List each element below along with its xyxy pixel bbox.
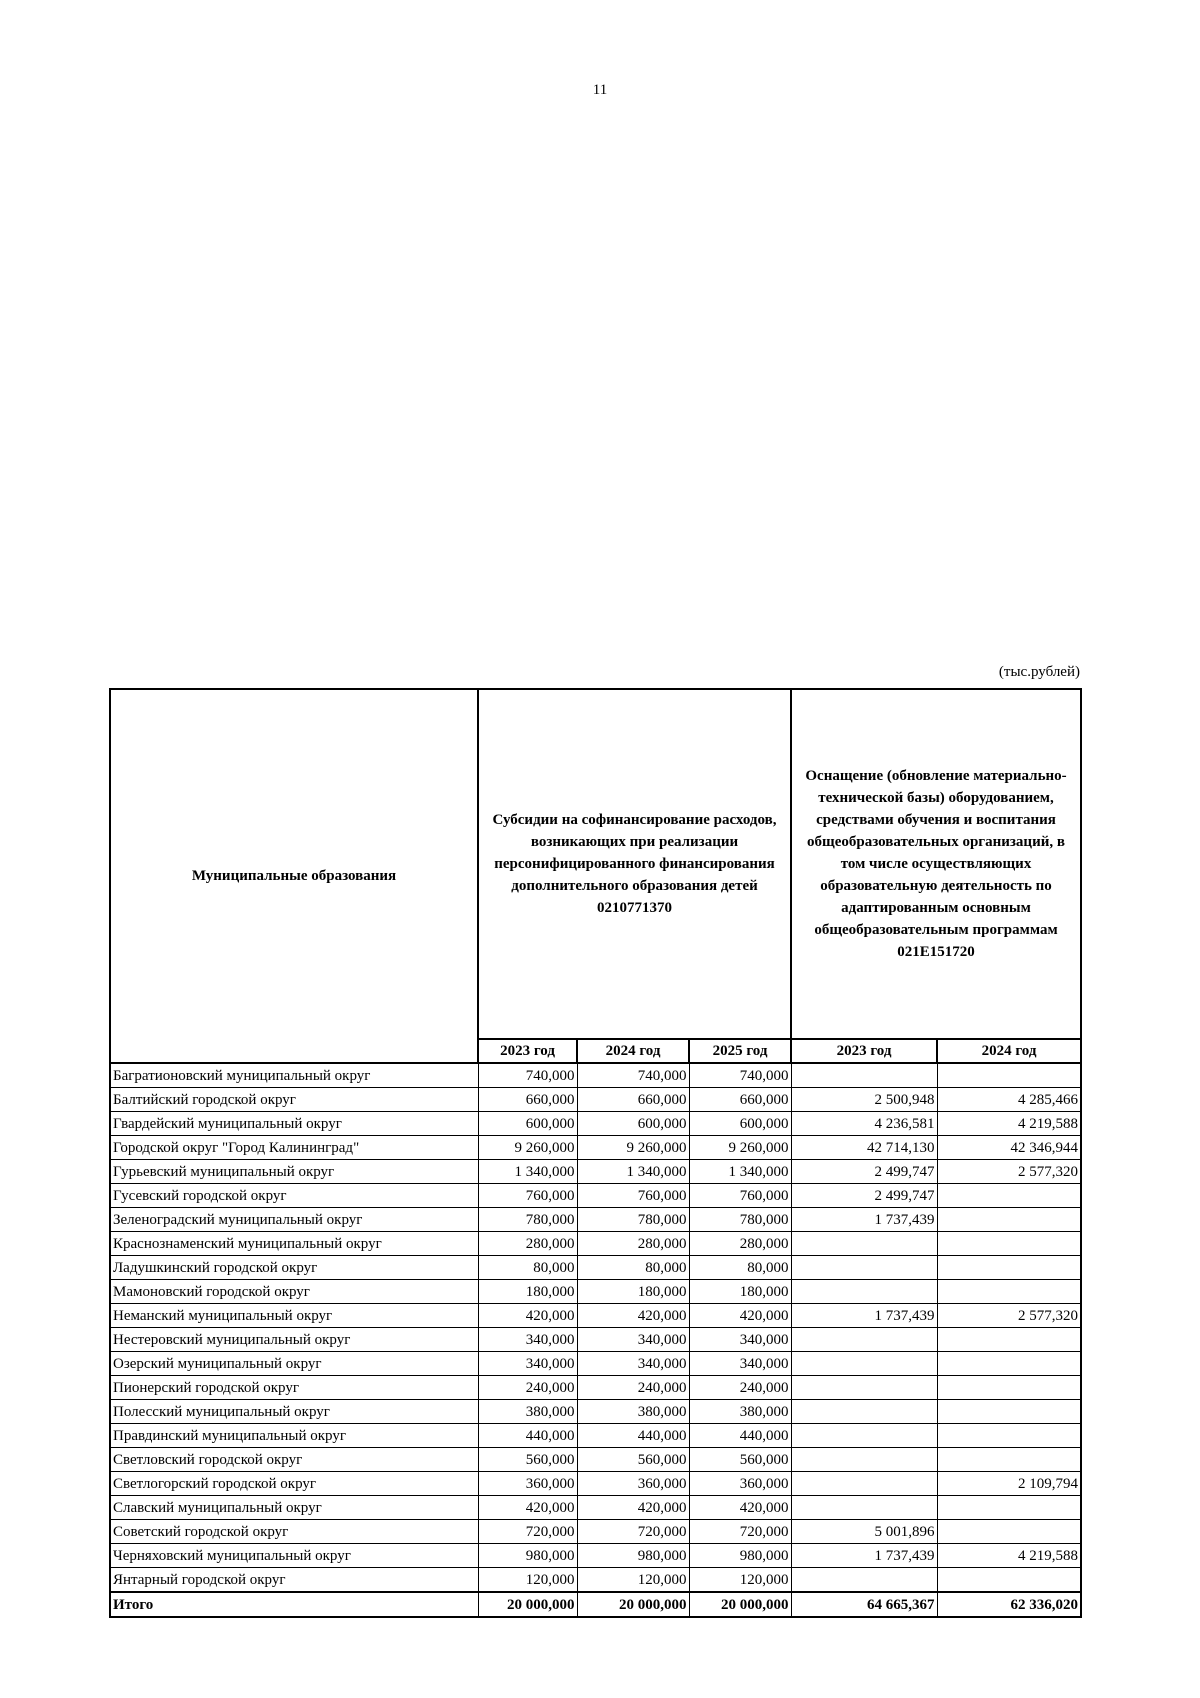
subsidy-2023-cell: 420,000 [478,1304,577,1328]
equipment-2024-cell [937,1400,1081,1424]
subsidy-2023-cell: 980,000 [478,1544,577,1568]
subsidy-2024-cell: 420,000 [577,1496,689,1520]
subsidy-2025-cell: 740,000 [689,1063,791,1088]
subsidy-2025-cell: 560,000 [689,1448,791,1472]
equipment-2024-cell [937,1232,1081,1256]
equipment-2023-cell [791,1352,937,1376]
table-row [110,1496,1081,1520]
subsidy-2023-cell: 340,000 [478,1328,577,1352]
total-row [110,1592,1081,1617]
subsidies-table [109,688,1082,1618]
equipment-2024-cell: 4 219,588 [937,1544,1081,1568]
subsidy-2025-cell: 660,000 [689,1088,791,1112]
equipment-2023-cell: 5 001,896 [791,1520,937,1544]
total-subsidy-2024: 20 000,000 [577,1592,689,1617]
subsidy-2024-cell: 720,000 [577,1520,689,1544]
row-name: Городской округ "Город Калининград" [110,1136,478,1160]
header-subsidy-2025: 2025 год [689,1039,791,1063]
equipment-2023-cell [791,1232,937,1256]
subsidy-2024-cell: 120,000 [577,1568,689,1593]
row-name: Черняховский муниципальный округ [110,1544,478,1568]
subsidy-2024-cell: 180,000 [577,1280,689,1304]
table-row [110,1544,1081,1568]
table-row [110,1352,1081,1376]
row-name: Нестеровский муниципальный округ [110,1328,478,1352]
equipment-2023-cell: 1 737,439 [791,1208,937,1232]
subsidy-2025-cell: 420,000 [689,1304,791,1328]
header-subsidy: Субсидии на софинансирование расходов, возникающих при реализации персонифицированного финансирования дополнительного образования детей 0210771370 [478,689,791,1039]
subsidy-2023-cell: 740,000 [478,1063,577,1088]
row-name: Янтарный городской округ [110,1568,478,1593]
equipment-2024-cell: 42 346,944 [937,1136,1081,1160]
subsidy-2024-cell: 780,000 [577,1208,689,1232]
row-name: Полесский муниципальный округ [110,1400,478,1424]
subsidy-2023-cell: 760,000 [478,1184,577,1208]
subsidy-2023-cell: 280,000 [478,1232,577,1256]
subsidy-2025-cell: 340,000 [689,1352,791,1376]
equipment-2023-cell [791,1063,937,1088]
subsidy-2024-cell: 1 340,000 [577,1160,689,1184]
equipment-2023-cell [791,1568,937,1593]
units-label: (тыс.рублей) [998,664,1080,680]
subsidy-2025-cell: 9 260,000 [689,1136,791,1160]
row-name: Зеленоградский муниципальный округ [110,1208,478,1232]
subsidy-2024-cell: 360,000 [577,1472,689,1496]
table-row [110,1136,1081,1160]
header-subsidy-2023: 2023 год [478,1039,577,1063]
subsidy-2025-cell: 340,000 [689,1328,791,1352]
header-equipment: Оснащение (обновление материально-технической базы) оборудованием, средствами обучения и воспитания общеобразовательных организаций, в том числе осуществляющих образовательную деятельность по адаптированным основным общеобразовательным программам 021E151720 [791,689,1081,1039]
subsidy-2024-cell: 560,000 [577,1448,689,1472]
subsidy-2023-cell: 360,000 [478,1472,577,1496]
equipment-2024-cell [937,1208,1081,1232]
equipment-2024-cell [937,1376,1081,1400]
row-name: Мамоновский городской округ [110,1280,478,1304]
equipment-2024-cell: 2 577,320 [937,1160,1081,1184]
equipment-2024-cell [937,1424,1081,1448]
equipment-2024-cell [937,1520,1081,1544]
equipment-2023-cell [791,1496,937,1520]
header-equipment-2024: 2024 год [937,1039,1081,1063]
subsidy-2023-cell: 9 260,000 [478,1136,577,1160]
row-name: Светлогорский городской округ [110,1472,478,1496]
subsidy-2025-cell: 80,000 [689,1256,791,1280]
table-row [110,1448,1081,1472]
table-row [110,1568,1081,1593]
subsidy-2025-cell: 240,000 [689,1376,791,1400]
total-equipment-2023: 64 665,367 [791,1592,937,1617]
row-name: Светловский городской округ [110,1448,478,1472]
subsidy-2023-cell: 120,000 [478,1568,577,1593]
row-name: Славский муниципальный округ [110,1496,478,1520]
total-equipment-2024: 62 336,020 [937,1592,1081,1617]
row-name: Озерский муниципальный округ [110,1352,478,1376]
equipment-2024-cell [937,1352,1081,1376]
table-row [110,1472,1081,1496]
header-subsidy-2024: 2024 год [577,1039,689,1063]
table-row [110,1208,1081,1232]
subsidy-2023-cell: 240,000 [478,1376,577,1400]
row-name: Правдинский муниципальный округ [110,1424,478,1448]
table-row [110,1304,1081,1328]
subsidy-2025-cell: 440,000 [689,1424,791,1448]
equipment-2024-cell [937,1063,1081,1088]
table-row [110,1160,1081,1184]
subsidy-2023-cell: 180,000 [478,1280,577,1304]
equipment-2024-cell: 4 285,466 [937,1088,1081,1112]
equipment-2024-cell [937,1328,1081,1352]
subsidy-2024-cell: 760,000 [577,1184,689,1208]
subsidy-2024-cell: 80,000 [577,1256,689,1280]
subsidy-2023-cell: 560,000 [478,1448,577,1472]
subsidy-2023-cell: 440,000 [478,1424,577,1448]
subsidy-2024-cell: 340,000 [577,1328,689,1352]
equipment-2024-cell [937,1184,1081,1208]
subsidy-2023-cell: 420,000 [478,1496,577,1520]
row-name: Гурьевский муниципальный округ [110,1160,478,1184]
equipment-2023-cell: 2 500,948 [791,1088,937,1112]
row-name: Гвардейский муниципальный округ [110,1112,478,1136]
subsidy-2024-cell: 420,000 [577,1304,689,1328]
row-name: Балтийский городской округ [110,1088,478,1112]
subsidy-2023-cell: 380,000 [478,1400,577,1424]
header-equipment-2023: 2023 год [791,1039,937,1063]
subsidy-2023-cell: 340,000 [478,1352,577,1376]
equipment-2023-cell [791,1256,937,1280]
equipment-2023-cell [791,1400,937,1424]
table-row [110,1256,1081,1280]
total-subsidy-2025: 20 000,000 [689,1592,791,1617]
subsidy-2024-cell: 600,000 [577,1112,689,1136]
table-row [110,1520,1081,1544]
row-name: Багратионовский муниципальный округ [110,1063,478,1088]
subsidy-2025-cell: 780,000 [689,1208,791,1232]
subsidy-2024-cell: 740,000 [577,1063,689,1088]
equipment-2023-cell [791,1328,937,1352]
subsidy-2023-cell: 780,000 [478,1208,577,1232]
equipment-2023-cell: 42 714,130 [791,1136,937,1160]
total-label: Итого [110,1592,478,1617]
row-name: Советский городской округ [110,1520,478,1544]
subsidy-2023-cell: 720,000 [478,1520,577,1544]
header-municipalities: Муниципальные образования [110,689,478,1063]
subsidy-2024-cell: 340,000 [577,1352,689,1376]
equipment-2024-cell [937,1256,1081,1280]
subsidy-2024-cell: 660,000 [577,1088,689,1112]
equipment-2024-cell: 2 109,794 [937,1472,1081,1496]
equipment-2023-cell: 2 499,747 [791,1184,937,1208]
table-row [110,1112,1081,1136]
table-row [110,1424,1081,1448]
subsidy-2025-cell: 360,000 [689,1472,791,1496]
table-body [110,1063,1081,1617]
subsidy-2024-cell: 9 260,000 [577,1136,689,1160]
equipment-2024-cell: 2 577,320 [937,1304,1081,1328]
subsidy-2025-cell: 280,000 [689,1232,791,1256]
equipment-2024-cell [937,1448,1081,1472]
subsidy-2025-cell: 120,000 [689,1568,791,1593]
row-name: Ладушкинский городской округ [110,1256,478,1280]
equipment-2023-cell [791,1472,937,1496]
subsidy-2023-cell: 600,000 [478,1112,577,1136]
page-number: 11 [592,82,608,98]
subsidy-2025-cell: 180,000 [689,1280,791,1304]
table-row [110,1280,1081,1304]
subsidy-2025-cell: 760,000 [689,1184,791,1208]
row-name: Неманский муниципальный округ [110,1304,478,1328]
subsidy-2023-cell: 660,000 [478,1088,577,1112]
subsidy-2025-cell: 600,000 [689,1112,791,1136]
row-name: Гусевский городской округ [110,1184,478,1208]
table-row [110,1328,1081,1352]
row-name: Краснознаменский муниципальный округ [110,1232,478,1256]
subsidy-2023-cell: 1 340,000 [478,1160,577,1184]
equipment-2023-cell: 1 737,439 [791,1544,937,1568]
subsidy-2025-cell: 380,000 [689,1400,791,1424]
equipment-2024-cell [937,1568,1081,1593]
table-row [110,1232,1081,1256]
table-row [110,1184,1081,1208]
subsidy-2025-cell: 420,000 [689,1496,791,1520]
equipment-2023-cell: 2 499,747 [791,1160,937,1184]
subsidy-2023-cell: 80,000 [478,1256,577,1280]
equipment-2024-cell [937,1280,1081,1304]
equipment-2023-cell: 4 236,581 [791,1112,937,1136]
subsidy-2024-cell: 280,000 [577,1232,689,1256]
subsidy-2025-cell: 980,000 [689,1544,791,1568]
table-row [110,1088,1081,1112]
row-name: Пионерский городской округ [110,1376,478,1400]
subsidy-2024-cell: 380,000 [577,1400,689,1424]
table-row [110,1376,1081,1400]
subsidy-2025-cell: 720,000 [689,1520,791,1544]
equipment-2023-cell: 1 737,439 [791,1304,937,1328]
equipment-2023-cell [791,1448,937,1472]
equipment-2023-cell [791,1280,937,1304]
total-subsidy-2023: 20 000,000 [478,1592,577,1617]
table-row [110,1063,1081,1088]
equipment-2024-cell [937,1496,1081,1520]
subsidy-2024-cell: 980,000 [577,1544,689,1568]
subsidy-2025-cell: 1 340,000 [689,1160,791,1184]
equipment-2023-cell [791,1376,937,1400]
equipment-2023-cell [791,1424,937,1448]
equipment-2024-cell: 4 219,588 [937,1112,1081,1136]
table-row [110,1400,1081,1424]
subsidy-2024-cell: 240,000 [577,1376,689,1400]
subsidy-2024-cell: 440,000 [577,1424,689,1448]
